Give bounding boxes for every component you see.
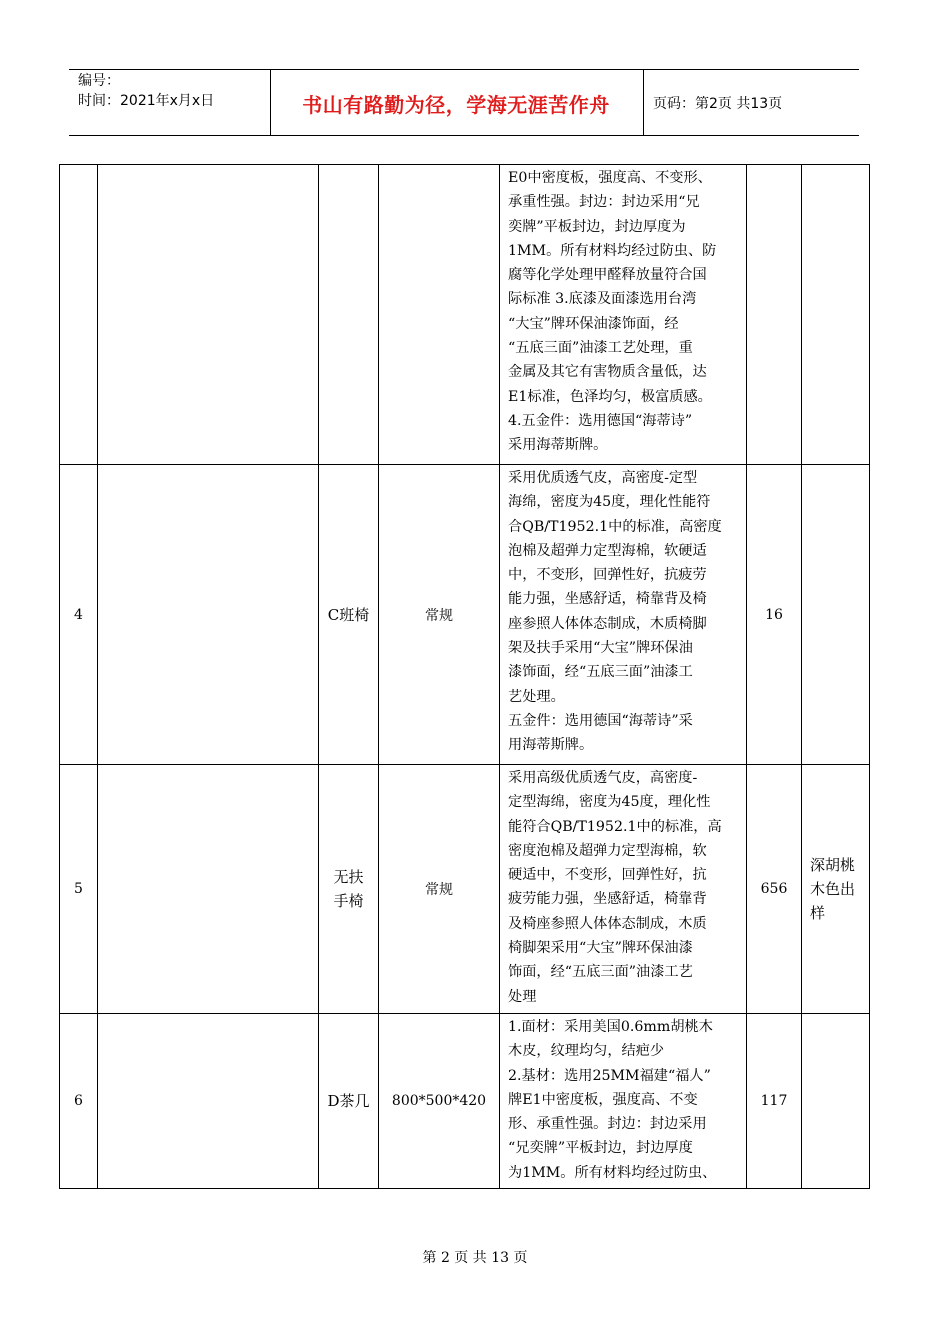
cell-text-line: 样 [810, 904, 826, 922]
description-line: 采用优质透气皮，高密度-定型 [508, 470, 698, 486]
description-line: “五底三面”油漆工艺处理，重 [508, 340, 693, 357]
row-name [319, 1014, 379, 1189]
description-line: 际标准 3.底漆及面漆选用台湾 [508, 291, 697, 308]
row-quantity: 16 [747, 465, 802, 765]
description-line: 2.基材：选用25MM福建“福人” [508, 1067, 711, 1084]
row-index: 5 [60, 765, 98, 1014]
description-line: 处理 [508, 988, 537, 1005]
table-row [60, 465, 870, 765]
description-line: 1.面材：采用美国0.6mm胡桃木 [508, 1019, 713, 1035]
description-line: 为1MM。所有材料均经过防虫、 [508, 1164, 717, 1181]
row-quantity: 117 [747, 1014, 802, 1189]
description-line: 座参照人体体态制成，木质椅脚 [508, 615, 707, 632]
serial-label: 编号： [78, 73, 120, 89]
description-line: 饰面，经“五底三面”油漆工艺 [508, 964, 693, 981]
cell-text-line: 深胡桃 [810, 856, 856, 874]
description-line: 牌E1中密度板，强度高、不变 [508, 1091, 698, 1108]
cell-text-line: 木色出 [810, 880, 856, 898]
cell-text-line: C班椅 [327, 605, 370, 624]
row-spec: 800*500*420 [379, 1014, 500, 1189]
description-line: 木皮，纹理均匀，结疤少 [508, 1043, 665, 1060]
row-remark [802, 1014, 870, 1189]
table-row [60, 1014, 870, 1189]
description-line: “大宝”牌环保油漆饰面，经 [508, 315, 679, 332]
row-remark [802, 165, 870, 465]
row-description [500, 1014, 747, 1189]
description-line: 海绵，密度为45度，理化性能符 [508, 494, 711, 511]
header-info [78, 71, 214, 111]
header-bottom-rule [69, 135, 859, 136]
row-description [500, 465, 747, 765]
row-name [319, 765, 379, 1014]
row-name [319, 165, 379, 465]
description-line: E1标准，色泽均匀，极富质感。 [508, 388, 712, 405]
description-line: 硬适中，不变形，回弹性好，抗 [508, 867, 707, 884]
row-remark [802, 765, 870, 1014]
description-line: 金属及其它有害物质含量低，达 [508, 364, 707, 381]
row-spec: 常规 [379, 765, 500, 1014]
description-line: 疲劳能力强，坐感舒适，椅靠背 [508, 891, 707, 908]
cell-text-line: 无扶 [333, 868, 364, 886]
description-line: 用海蒂斯牌。 [508, 737, 594, 754]
header-page-label: 页码：第2页 共13页 [653, 96, 783, 112]
row-index [60, 165, 98, 465]
row-spec [379, 165, 500, 465]
row-description [500, 165, 747, 465]
row-blank [98, 165, 319, 465]
description-line: 合QB/T1952.1中的标准，高密度 [508, 518, 722, 535]
header-top-rule [69, 69, 859, 70]
description-line: 五金件：选用德国“海蒂诗”采 [508, 712, 693, 729]
cell-text-line: 手椅 [333, 892, 364, 910]
row-blank [98, 765, 319, 1014]
row-index: 4 [60, 465, 98, 765]
description-line: 4.五金件：选用德国“海蒂诗” [508, 412, 693, 429]
table-row [60, 165, 870, 465]
description-line: 能符合QB/T1952.1中的标准，高 [508, 818, 722, 835]
header-divider-left [270, 69, 271, 135]
description-line: 采用高级优质透气皮，高密度- [508, 770, 698, 786]
row-blank [98, 465, 319, 765]
description-line: 形、承重性强。封边：封边采用 [508, 1116, 707, 1133]
description-line: 1MM。所有材料均经过防虫、防 [508, 242, 717, 259]
row-index: 6 [60, 1014, 98, 1189]
cell-text-line: D茶几 [327, 1092, 370, 1110]
product-table [59, 164, 870, 1189]
description-line: 密度泡棉及超弹力定型海棉，软 [508, 842, 707, 859]
header-divider-right [643, 69, 644, 135]
description-line: 泡棉及超弹力定型海棉，软硬适 [508, 542, 707, 559]
description-line: 腐等化学处理甲醛释放量符合国 [508, 267, 707, 284]
row-remark [802, 465, 870, 765]
time-label: 时间：2021年x月x日 [78, 93, 215, 109]
description-line: 能力强，坐感舒适，椅靠背及椅 [508, 591, 707, 608]
description-line: 椅脚架采用“大宝”牌环保油漆 [508, 940, 693, 957]
row-blank [98, 1014, 319, 1189]
description-line: 承重性强。封边：封边采用“兄 [508, 194, 700, 211]
footer-page-number: 第 2 页 共 13 页 [422, 1250, 528, 1266]
row-quantity: 656 [747, 765, 802, 1014]
description-line: “兄奕牌”平板封边，封边厚度 [508, 1140, 693, 1157]
description-line: 中，不变形，回弹性好，抗疲劳 [508, 567, 707, 584]
row-quantity [747, 165, 802, 465]
description-line: 漆饰面，经“五底三面”油漆工 [508, 664, 693, 681]
row-spec: 常规 [379, 465, 500, 765]
table-row [60, 765, 870, 1014]
description-line: E0中密度板，强度高、不变形、 [508, 170, 712, 186]
description-line: 及椅座参照人体体态制成，木质 [508, 915, 707, 932]
description-line: 采用海蒂斯牌。 [508, 437, 608, 454]
header-motto: 书山有路勤为径，学海无涯苦作舟 [302, 93, 610, 117]
description-line: 艺处理。 [508, 688, 565, 705]
row-name [319, 465, 379, 765]
description-line: 架及扶手采用“大宝”牌环保油 [508, 640, 693, 657]
description-line: 定型海绵，密度为45度，理化性 [508, 794, 711, 811]
description-line: 奕牌”平板封边，封边厚度为 [508, 218, 686, 235]
row-description [500, 765, 747, 1014]
